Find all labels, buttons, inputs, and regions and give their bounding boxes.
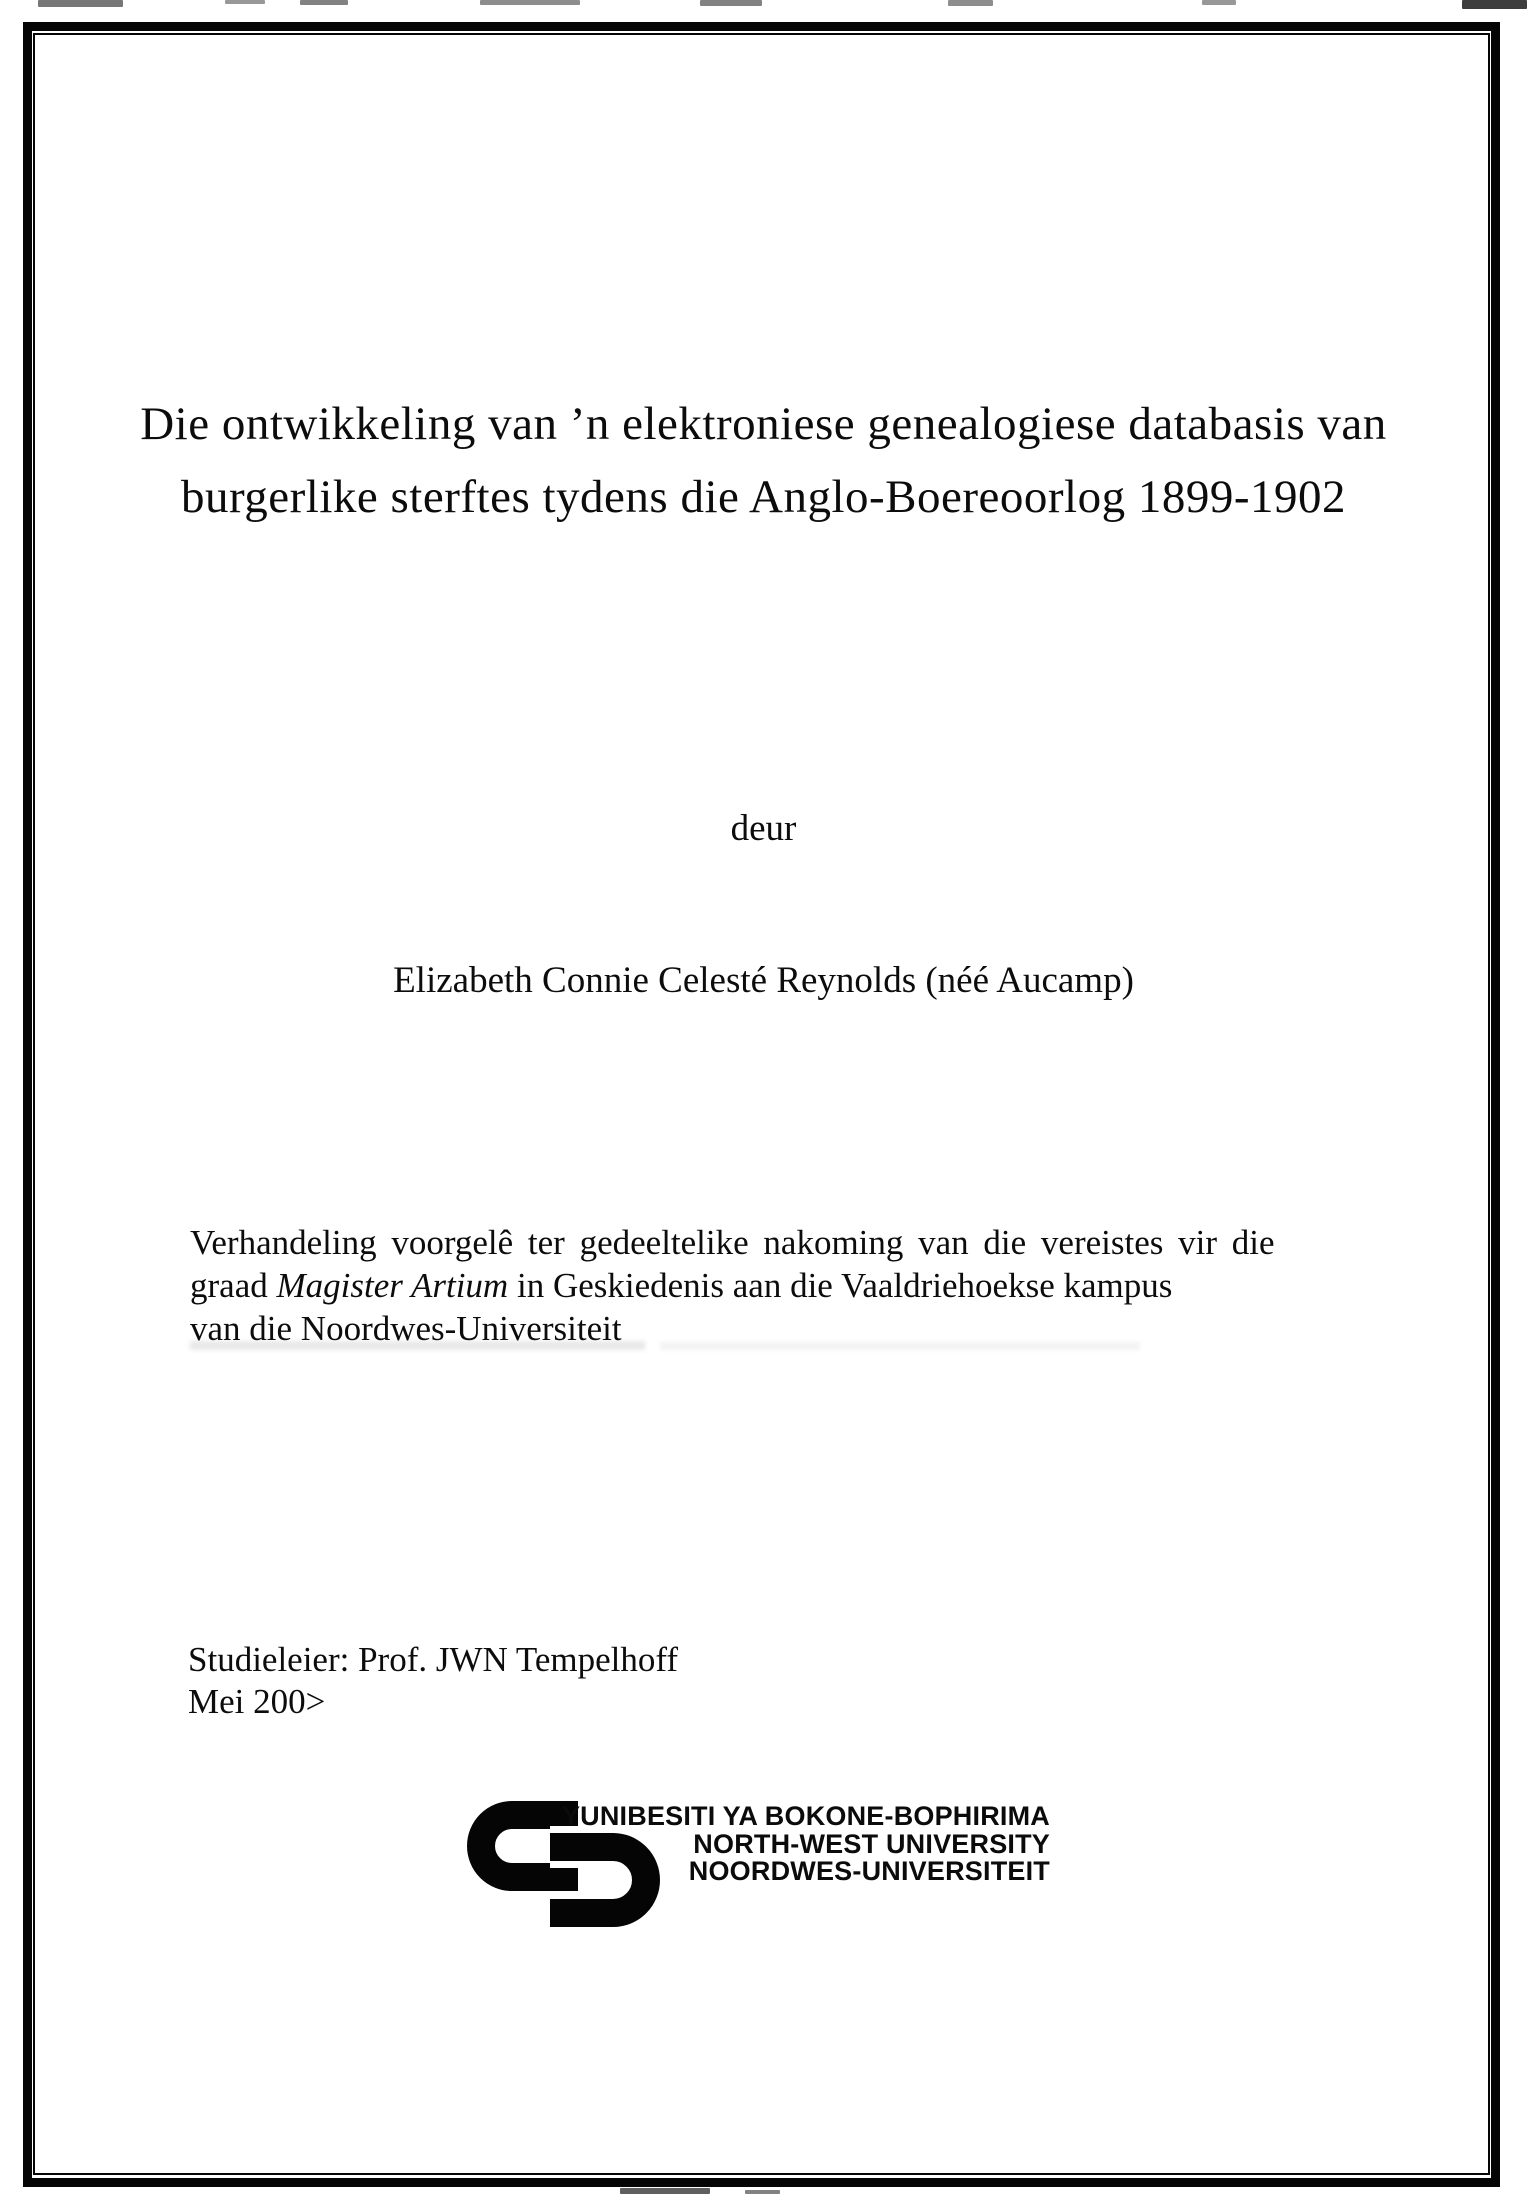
thesis-title-line-2: burgerlike sterftes tydens die Anglo-Boereoorlog 1899-1902: [180, 471, 1347, 523]
scan-artifact: [745, 2190, 780, 2194]
scan-artifact: [225, 0, 265, 4]
submission-statement: [190, 1221, 1275, 1350]
logo-text-line-1: YUNIBESITI YA BOKONE-BOPHIRIMA: [561, 1801, 1050, 1831]
thesis-title-line-1: Die ontwikkeling van ’n elektroniese genealogiese databasis van: [140, 398, 1387, 450]
scan-artifact: [660, 1342, 1140, 1350]
nwu-logo-wordmark: [562, 1803, 1050, 1886]
submission-line-1: Verhandeling voorgelê ter gedeeltelike nakoming van die vereistes vir die: [190, 1223, 1275, 1262]
scan-artifact: [620, 2188, 710, 2194]
scan-artifact: [700, 0, 762, 6]
scan-artifact: [190, 1341, 645, 1350]
submission-line-2: [190, 1264, 1275, 1307]
submission-line-2-pre: graad: [190, 1266, 277, 1305]
date-line: Mei 200>: [188, 1682, 326, 1721]
scan-artifact: [1462, 0, 1527, 9]
scan-artifact: [300, 0, 348, 5]
scan-artifact: [38, 0, 123, 7]
scan-artifact: [480, 0, 580, 5]
scan-artifact: [1202, 0, 1236, 5]
degree-name-italic: Magister Artium: [276, 1266, 509, 1305]
supervisor-block: [188, 1639, 678, 1723]
logo-text-line-2: NORTH-WEST UNIVERSITY: [693, 1828, 1050, 1859]
logo-text-line-3: NOORDWES-UNIVERSITEIT: [688, 1856, 1050, 1886]
thesis-title: [0, 388, 1527, 534]
byline-deur: deur: [730, 808, 797, 849]
submission-line-2-post: in Geskiedenis aan die Vaaldriehoekse kampus: [508, 1266, 1173, 1305]
scan-artifact: [948, 0, 993, 6]
supervisor-line: Studieleier: Prof. JWN Tempelhoff: [188, 1640, 679, 1679]
author-name: Elizabeth Connie Celesté Reynolds (néé Aucamp): [393, 960, 1134, 1001]
submission-line-3: van die Noordwes-Universiteit: [190, 1309, 622, 1348]
